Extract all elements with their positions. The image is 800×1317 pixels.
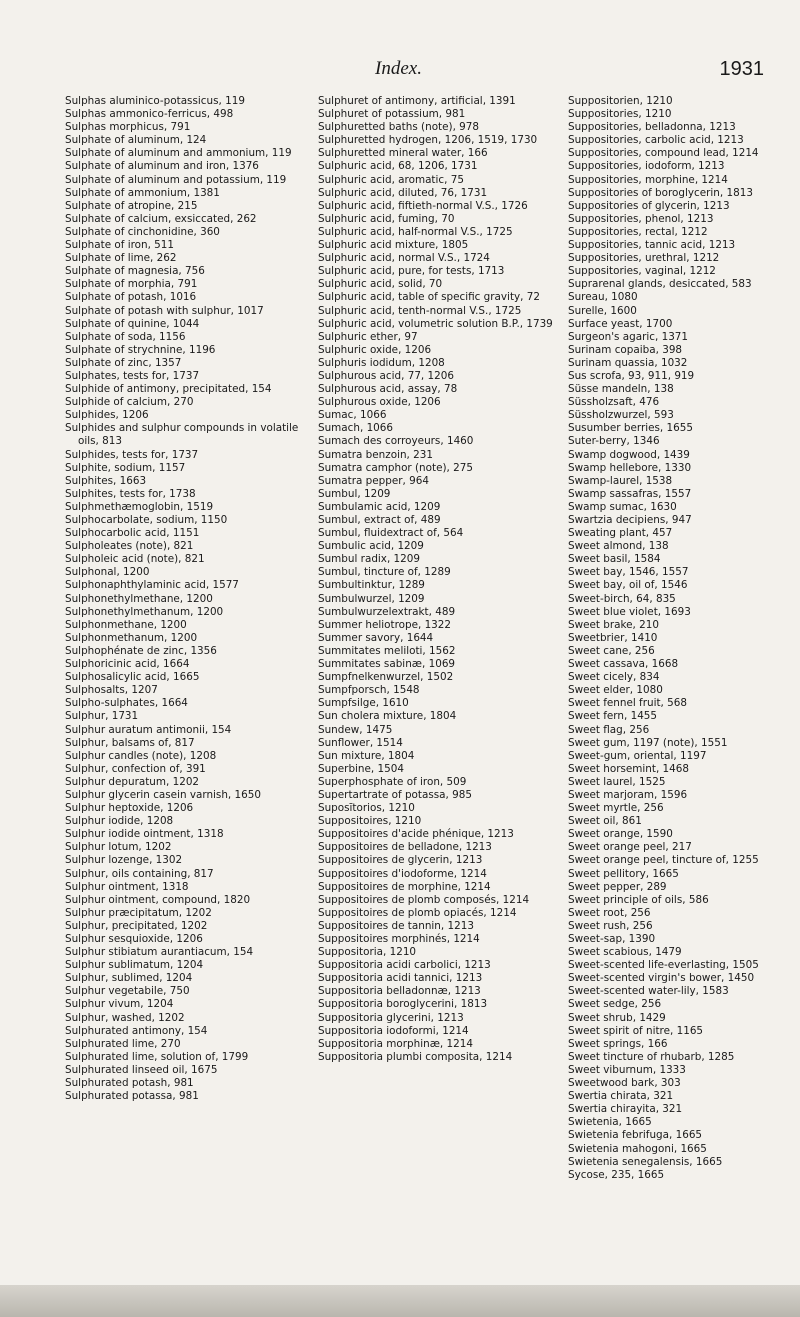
index-entry: Sweet laurel, 1525: [568, 775, 666, 788]
index-entry: Suppositoires de morphine, 1214: [318, 880, 491, 893]
index-entry: Swamp sumac, 1630: [568, 500, 677, 513]
index-entry: Sulphur glycerin casein varnish, 1650: [65, 788, 261, 801]
index-entry: Sulphur heptoxide, 1206: [65, 802, 194, 815]
index-entry: Sulphides and sulphur compounds in volatile oils, 813: [65, 422, 299, 448]
index-entry: Sulphophénate de zinc, 1356: [65, 644, 217, 657]
index-entry: Sulphurous acid, 77, 1206: [318, 369, 454, 382]
index-entry: Sulphurated potash, 981: [65, 1077, 194, 1090]
index-entry: Swamp dogwood, 1439: [568, 448, 690, 461]
index-entry: Sulphurous oxide, 1206: [318, 396, 441, 409]
index-entry: Suppositoria boroglycerini, 1813: [318, 998, 488, 1011]
index-column-3: [568, 95, 794, 1182]
index-entry: Sumach, 1066: [318, 422, 394, 435]
index-entry: Sumbul radix, 1209: [318, 553, 420, 566]
index-entry: Sulpholeic acid (note), 821: [65, 553, 205, 566]
index-entry: Sulphite, sodium, 1157: [65, 461, 186, 474]
index-entry: Sweet fern, 1455: [568, 710, 658, 723]
index-entry: Sumbul, tincture of, 1289: [318, 566, 451, 579]
index-entry: Suppositories, vaginal, 1212: [568, 265, 716, 278]
index-entry: Sulphate of iron, 511: [65, 239, 175, 252]
index-entry: Sweet elder, 1080: [568, 684, 663, 697]
index-entry: Sus scrofa, 93, 911, 919: [568, 369, 695, 382]
index-entry: Suter-berry, 1346: [568, 435, 660, 448]
index-entry: Suppositories of boroglycerin, 1813: [568, 186, 753, 199]
index-entry: Sulphide of antimony, precipitated, 154: [65, 383, 272, 396]
index-entry: Sun mixture, 1804: [318, 749, 415, 762]
index-entry: Sulphites, tests for, 1738: [65, 487, 196, 500]
index-entry: Sulphites, 1663: [65, 474, 147, 487]
index-entry: Sulphuric ether, 97: [318, 330, 418, 343]
index-entry: Sulphur ointment, 1318: [65, 880, 189, 893]
index-entry: Sulphocarbolate, sodium, 1150: [65, 514, 228, 526]
index-entry: Sulphonethylmethanum, 1200: [65, 605, 224, 618]
index-entry: Sulphate of potash with sulphur, 1017: [65, 304, 264, 317]
index-entry: Sulphate of magnesia, 756: [65, 265, 205, 278]
index-entry: Sulpholeates (note), 821: [65, 540, 194, 553]
index-entry: Surinam copaiba, 398: [568, 343, 683, 356]
index-entry: Sulphur iodide ointment, 1318: [65, 828, 224, 841]
index-entry: Surelle, 1600: [568, 304, 637, 317]
index-entry: Sulphur sublimatum, 1204: [65, 959, 204, 972]
index-entry: Sumatra camphor (note), 275: [318, 461, 473, 474]
index-entry: Sweet viburnum, 1333: [568, 1063, 686, 1076]
index-entry: Surface yeast, 1700: [568, 317, 673, 330]
index-entry: Sumbul, fluidextract of, 564: [318, 527, 464, 540]
index-entry: Sweet cane, 256: [568, 644, 655, 657]
index-entry: Sweet scabious, 1479: [568, 946, 682, 959]
index-entry: Sumach des corroyeurs, 1460: [318, 435, 474, 448]
index-entry: Sweet-scented virgin's bower, 1450: [568, 972, 755, 985]
index-entry: Suppositoria acidi carbolici, 1213: [318, 959, 491, 972]
index-entry: Süssholzwurzel, 593: [568, 409, 674, 422]
running-title: Index.: [375, 58, 422, 79]
index-entry: Sweet springs, 166: [568, 1037, 668, 1050]
index-entry: Sweet orange peel, tincture of, 1255: [568, 854, 759, 867]
index-entry: Swietenia senegalensis, 1665: [568, 1155, 723, 1168]
index-entry: Sulphas morphicus, 791: [65, 121, 191, 134]
index-entry: Sulphate of ammonium, 1381: [65, 186, 220, 199]
index-entry: Sulphate of calcium, exsiccated, 262: [65, 212, 257, 225]
index-entry: Sulphuretted mineral water, 166: [318, 147, 488, 160]
index-entry: Swertia chirata, 321: [568, 1090, 674, 1103]
index-entry: Suppositoires, 1210: [318, 815, 422, 828]
index-entry: Sulphur, precipitated, 1202: [65, 919, 208, 932]
index-entry: Sulphate of soda, 1156: [65, 330, 186, 343]
index-entry: Sulphur, sublimed, 1204: [65, 972, 193, 985]
index-entry: Sulphates, tests for, 1737: [65, 369, 200, 382]
index-entry: Sulphuric acid, fuming, 70: [318, 212, 455, 225]
index-entry: Sulphur præcipitatum, 1202: [65, 906, 212, 919]
index-entry: Sweet-birch, 64, 835: [568, 592, 676, 605]
index-entry: Sureau, 1080: [568, 291, 638, 304]
index-entry: Suppositorien, 1210: [568, 95, 673, 107]
index-entry: Sumbul, 1209: [318, 487, 391, 500]
page-header: [0, 58, 800, 84]
index-entry: Sweet-scented life-everlasting, 1505: [568, 959, 759, 972]
index-entry: Sumbulwurzelextrakt, 489: [318, 605, 456, 618]
index-entry: Sweet bay, 1546, 1557: [568, 566, 689, 579]
index-entry: Sulphonethylmethane, 1200: [65, 592, 213, 605]
index-entry: Sumbultinktur, 1289: [318, 579, 425, 592]
index-entry: Suppositoria morphinæ, 1214: [318, 1037, 473, 1050]
index-entry: Suppositories, compound lead, 1214: [568, 147, 759, 160]
index-entry: Suppositories, 1210: [568, 108, 672, 121]
index-entry: Suposītorios, 1210: [318, 802, 415, 815]
index-entry: Sulphoricinic acid, 1664: [65, 658, 190, 671]
index-entry: Sulphur lotum, 1202: [65, 841, 172, 854]
index-entry: Sulphocarbolic acid, 1151: [65, 527, 200, 540]
index-entry: Sulphur, washed, 1202: [65, 1011, 185, 1024]
index-entry: Sulphate of potash, 1016: [65, 291, 197, 304]
index-entry: Suppositories of glycerin, 1213: [568, 199, 730, 212]
index-entry: Sulphurated antimony, 154: [65, 1024, 208, 1037]
index-entry: Suppositories, belladonna, 1213: [568, 121, 736, 134]
index-entry: Suppositoires morphinés, 1214: [318, 933, 480, 945]
index-column-2: [318, 95, 566, 1064]
index-entry: Sulphur, balsams of, 817: [65, 736, 195, 749]
index-entry: Sweet pepper, 289: [568, 880, 667, 893]
index-entry: Sulphuric acid, normal V.S., 1724: [318, 252, 490, 265]
index-entry: Sweetwood bark, 303: [568, 1077, 681, 1090]
index-entry: Sulphuric acid, aromatic, 75: [318, 173, 464, 186]
index-entry: Sulphosalts, 1207: [65, 684, 158, 697]
index-entry: Sulphuric acid, pure, for tests, 1713: [318, 265, 505, 278]
index-entry: Sulphmethæmoglobin, 1519: [65, 500, 214, 513]
index-entry: Sulphur auratum antimonii, 154: [65, 723, 232, 736]
index-entry: Sunflower, 1514: [318, 736, 403, 749]
index-entry: Suppositoria plumbi composita, 1214: [318, 1050, 513, 1063]
index-entry: Sulphur lozenge, 1302: [65, 854, 183, 867]
index-entry: Sulphuric acid, volumetric solution B.P., 1739: [318, 317, 553, 330]
index-entry: Sweet bay, oil of, 1546: [568, 579, 688, 592]
index-entry: Sweetbrier, 1410: [568, 631, 658, 644]
index-entry: Suppositoires de plomb composés, 1214: [318, 893, 530, 906]
index-entry: Suppositoires d'iodoforme, 1214: [318, 867, 487, 880]
index-entry: Sumpfsilge, 1610: [318, 697, 409, 710]
index-entry: Sulphate of lime, 262: [65, 252, 177, 265]
index-entry: Sweating plant, 457: [568, 527, 673, 540]
index-entry: Sulphosalicylic acid, 1665: [65, 671, 200, 684]
index-entry: Swietenia febrifuga, 1665: [568, 1129, 703, 1142]
index-entry: Sulphuretted baths (note), 978: [318, 121, 480, 134]
index-entry: Suppositories, rectal, 1212: [568, 225, 708, 238]
index-entry: Sulphuric oxide, 1206: [318, 343, 432, 356]
index-entry: Sulphur, 1731: [65, 710, 139, 723]
index-entry: Surgeon's agaric, 1371: [568, 330, 689, 343]
index-entry: Swamp-laurel, 1538: [568, 474, 673, 487]
index-entry: Susumber berries, 1655: [568, 422, 693, 435]
index-entry: Sulphurated lime, 270: [65, 1037, 181, 1050]
index-entry: Süsse mandeln, 138: [568, 383, 674, 396]
page-edge-shadow: [0, 1285, 800, 1317]
index-entry: Suprarenal glands, desiccated, 583: [568, 278, 752, 291]
index-entry: Sweet brake, 210: [568, 618, 659, 631]
index-entry: Sulphuret of antimony, artificial, 1391: [318, 95, 516, 107]
index-entry: Sulphur vivum, 1204: [65, 998, 174, 1011]
index-entry: Swartzia decipiens, 947: [568, 514, 692, 526]
index-entry: Suppositoria, 1210: [318, 946, 417, 959]
index-entry: Sulphate of aluminum and ammonium, 119: [65, 147, 292, 160]
index-entry: Sulphuric acid, fiftieth-normal V.S., 1726: [318, 199, 528, 212]
index-entry: Suppositories, iodoform, 1213: [568, 160, 725, 173]
index-entry: Sulphate of aluminum and iron, 1376: [65, 160, 259, 173]
index-entry: Suppositories, tannic acid, 1213: [568, 239, 736, 252]
index-entry: Suppositories, morphine, 1214: [568, 173, 728, 186]
index-entry: Sulphate of quinine, 1044: [65, 317, 200, 330]
index-entry: Sulphonmethane, 1200: [65, 618, 187, 631]
index-column-1: [65, 95, 310, 1103]
index-entry: Suppositoria glycerini, 1213: [318, 1011, 464, 1024]
index-entry: Sulphur iodide, 1208: [65, 815, 174, 828]
page-number: 1931: [719, 58, 764, 80]
index-entry: Summer savory, 1644: [318, 631, 434, 644]
index-entry: Sweet blue violet, 1693: [568, 605, 691, 618]
index-entry: Swertia chirayita, 321: [568, 1103, 683, 1116]
index-entry: Sweet almond, 138: [568, 540, 669, 553]
index-entry: Sulphate of aluminum, 124: [65, 134, 207, 147]
index-entry: Sweet orange peel, 217: [568, 841, 692, 854]
index-entry: Sweet principle of oils, 586: [568, 893, 709, 906]
index-entry: Sweet tincture of rhubarb, 1285: [568, 1050, 735, 1063]
index-entry: Supertartrate of potassa, 985: [318, 788, 472, 801]
index-entry: Sulphate of atropine, 215: [65, 199, 198, 212]
index-entry: Sulphuret of potassium, 981: [318, 108, 466, 121]
index-entry: Sulphate of cinchonidine, 360: [65, 225, 220, 238]
index-entry: Sulphuric acid, solid, 70: [318, 278, 443, 291]
index-entry: Swamp sassafras, 1557: [568, 487, 692, 500]
index-entry: Sweet flag, 256: [568, 723, 650, 736]
index-entry: Sulphuric acid, table of specific gravity, 72: [318, 291, 540, 304]
index-entry: Sweet horsemint, 1468: [568, 762, 689, 775]
index-entry: Sun cholera mixture, 1804: [318, 710, 457, 723]
index-entry: Suppositoria acidi tannici, 1213: [318, 972, 483, 985]
index-entry: Sweet marjoram, 1596: [568, 788, 688, 801]
index-entry: Surinam quassia, 1032: [568, 356, 688, 369]
index-entry: Suppositoires d'acide phénique, 1213: [318, 828, 514, 841]
index-entry: Sulphur depuratum, 1202: [65, 775, 200, 788]
index-entry: Sulphuretted hydrogen, 1206, 1519, 1730: [318, 134, 538, 147]
index-entry: Sulphuric acid, 68, 1206, 1731: [318, 160, 478, 173]
index-entry: Sweet-sap, 1390: [568, 933, 656, 945]
index-entry: Suppositoires de plomb opiacés, 1214: [318, 906, 517, 919]
index-entry: Sulphate of morphia, 791: [65, 278, 198, 291]
index-entry: Sweet rush, 256: [568, 919, 653, 932]
index-entry: Superphosphate of iron, 509: [318, 775, 467, 788]
index-entry: Sulphide of calcium, 270: [65, 396, 194, 409]
index-entry: Sumatra benzoin, 231: [318, 448, 433, 461]
index-entry: Sulphides, tests for, 1737: [65, 448, 199, 461]
index-entry: Sweet cassava, 1668: [568, 658, 679, 671]
index-entry: Sweet root, 256: [568, 906, 651, 919]
index-entry: Sulphate of aluminum and potassium, 119: [65, 173, 287, 186]
index-entry: Sulphur vegetabile, 750: [65, 985, 190, 998]
index-entry: Sulphur ointment, compound, 1820: [65, 893, 251, 906]
index-entry: Sweet basil, 1584: [568, 553, 661, 566]
index-entry: Suppositories, carbolic acid, 1213: [568, 134, 744, 147]
index-entry: Sulphur, oils containing, 817: [65, 867, 214, 880]
index-entry: Sweet-gum, oriental, 1197: [568, 749, 707, 762]
index-entry: Sweet spirit of nitre, 1165: [568, 1024, 704, 1037]
index-entry: Sweet fennel fruit, 568: [568, 697, 687, 710]
index-entry: Sweet myrtle, 256: [568, 802, 664, 815]
index-entry: Sulphuric acid, diluted, 76, 1731: [318, 186, 488, 199]
index-entry: Sulphonaphthylaminic acid, 1577: [65, 579, 239, 592]
index-entry: Swietenia, 1665: [568, 1116, 652, 1129]
index-entry: Sulphur stibiatum aurantiacum, 154: [65, 946, 254, 959]
index-entry: Sumbulic acid, 1209: [318, 540, 424, 553]
index-entry: Sulphurated linseed oil, 1675: [65, 1063, 218, 1076]
index-entry: Suppositoria iodoformi, 1214: [318, 1024, 469, 1037]
index-entry: Sweet gum, 1197 (note), 1551: [568, 736, 728, 749]
index-entry: Sulphate of zinc, 1357: [65, 356, 182, 369]
index-entry: Sumpfporsch, 1548: [318, 684, 420, 697]
index-entry: Suppositoires de belladone, 1213: [318, 841, 492, 854]
index-entry: Sumbulwurzel, 1209: [318, 592, 425, 605]
index-entry: Summer heliotrope, 1322: [318, 618, 452, 631]
index-entry: Suppositoires de tannin, 1213: [318, 919, 474, 932]
index-entry: Suppositories, phenol, 1213: [568, 212, 714, 225]
index-entry: Sweet shrub, 1429: [568, 1011, 666, 1024]
index-entry: Swamp hellebore, 1330: [568, 461, 692, 474]
index-entry: Sulphides, 1206: [65, 409, 149, 422]
index-entry: Sumatra pepper, 964: [318, 474, 429, 487]
index-entry: Sweet oil, 861: [568, 815, 642, 828]
index-entry: Suppositoires de glycerin, 1213: [318, 854, 483, 867]
index-entry: Sulphur, confection of, 391: [65, 762, 206, 775]
index-entry: Süssholzsaft, 476: [568, 396, 660, 409]
index-entry: Sulpho-sulphates, 1664: [65, 697, 188, 710]
index-entry: Sulphas ammonico-ferricus, 498: [65, 108, 234, 121]
index-entry: Sycose, 235, 1665: [568, 1168, 665, 1181]
index-entry: Sulphonal, 1200: [65, 566, 150, 579]
index-entry: Sulphonmethanum, 1200: [65, 631, 198, 644]
index-entry: Sulphurated lime, solution of, 1799: [65, 1050, 249, 1063]
index-entry: Superbine, 1504: [318, 762, 404, 775]
index-entry: Summitates sabinæ, 1069: [318, 658, 456, 671]
index-entry: Sweet pellitory, 1665: [568, 867, 679, 880]
index-entry: Sweet sedge, 256: [568, 998, 662, 1011]
index-entry: Sulphur candles (note), 1208: [65, 749, 217, 762]
index-entry: Suppositoria belladonnæ, 1213: [318, 985, 481, 998]
index-entry: Sweet orange, 1590: [568, 828, 673, 841]
index-entry: Sulphur sesquioxide, 1206: [65, 933, 203, 945]
index-entry: Swietenia mahogoni, 1665: [568, 1142, 707, 1155]
index-entry: Sumac, 1066: [318, 409, 387, 422]
index-entry: Sulphate of strychnine, 1196: [65, 343, 216, 356]
index-entry: Sulphuric acid, half-normal V.S., 1725: [318, 225, 513, 238]
index-entry: Sulphurous acid, assay, 78: [318, 383, 458, 396]
index-entry: Sulphas aluminico-potassicus, 119: [65, 95, 245, 107]
index-entry: Sweet cicely, 834: [568, 671, 660, 684]
index-entry: Sweet-scented water-lily, 1583: [568, 985, 729, 998]
index-entry: Summitates meliloti, 1562: [318, 644, 456, 657]
index-entry: Sulphurated potassa, 981: [65, 1090, 199, 1103]
index-entry: Sumbul, extract of, 489: [318, 514, 441, 526]
index-entry: Sulphuris iodidum, 1208: [318, 356, 445, 369]
index-entry: Sulphuric acid, tenth-normal V.S., 1725: [318, 304, 522, 317]
index-entry: Sulphuric acid mixture, 1805: [318, 239, 469, 252]
index-entry: Sundew, 1475: [318, 723, 393, 736]
index-entry: Sumpfnelkenwurzel, 1502: [318, 671, 454, 684]
index-entry: Suppositories, urethral, 1212: [568, 252, 720, 265]
index-entry: Sumbulamic acid, 1209: [318, 500, 441, 513]
